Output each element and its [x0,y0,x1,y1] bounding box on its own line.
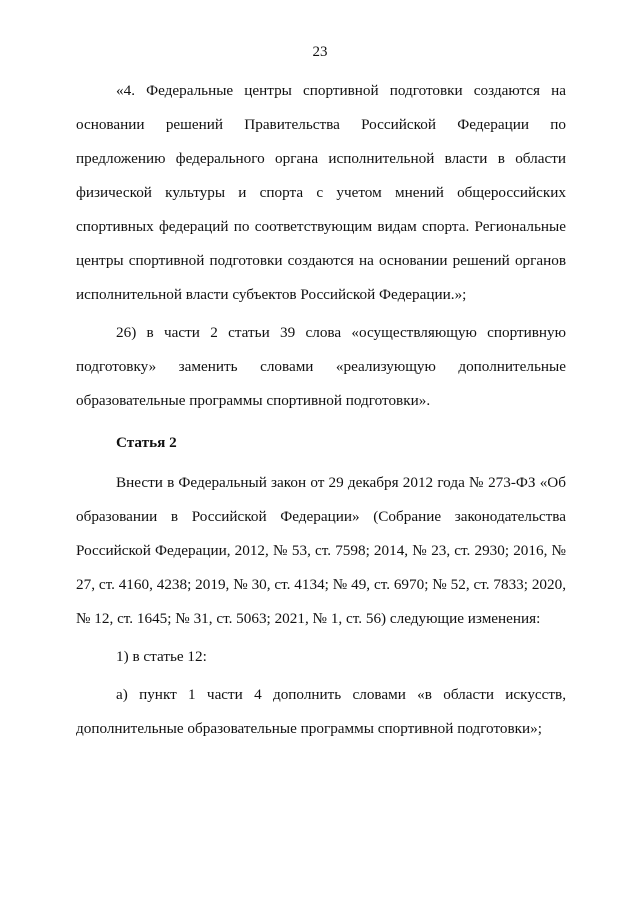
paragraph-item-26: 26) в части 2 статьи 39 слова «осуществляющую спортивную подготовку» заменить словами «реализующую дополнительные образовательные программы спортивной подготовки». [76,324,566,409]
paragraph-subitem-a: а) пункт 1 части 4 дополнить словами «в области искусств, дополнительные образовательные программы спортивной подготовки»; [76,686,566,737]
paragraph-amend-law: Внести в Федеральный закон от 29 декабря 2012 года № 273-ФЗ «Об образовании в Российской Федерации» (Собрание законодательства Российской Федерации, 2012, № 53, ст. 7598; 2014, № 23, ст. 2930; 2016, № 27, ст. 4160, 4238; 2019, № 30, ст. 4134; № 49, ст. 6970; № 52, ст. 7833; 2020, № 12, ст. 1645; № 31, ст. 5063; 2021, № 1, ст. 56) следующие изменения: [76,474,566,627]
article-heading: Статья 2 [116,434,177,451]
paragraph-item-1: 1) в статье 12: [116,648,207,665]
page-number: 23 [312,44,328,60]
document-body [76,74,566,746]
paragraph-federal-centers: «4. Федеральные центры спортивной подготовки создаются на основании решений Правительства Российской Федерации по предложению федерального органа исполнительной власти в области физической культуры и спорта с учетом мнений общероссийских спортивных федераций по соответствующим видам спорта. Региональные центры спортивной подготовки создаются на основании решений органов исполнительной власти субъектов Российской Федерации.»; [76,82,566,303]
